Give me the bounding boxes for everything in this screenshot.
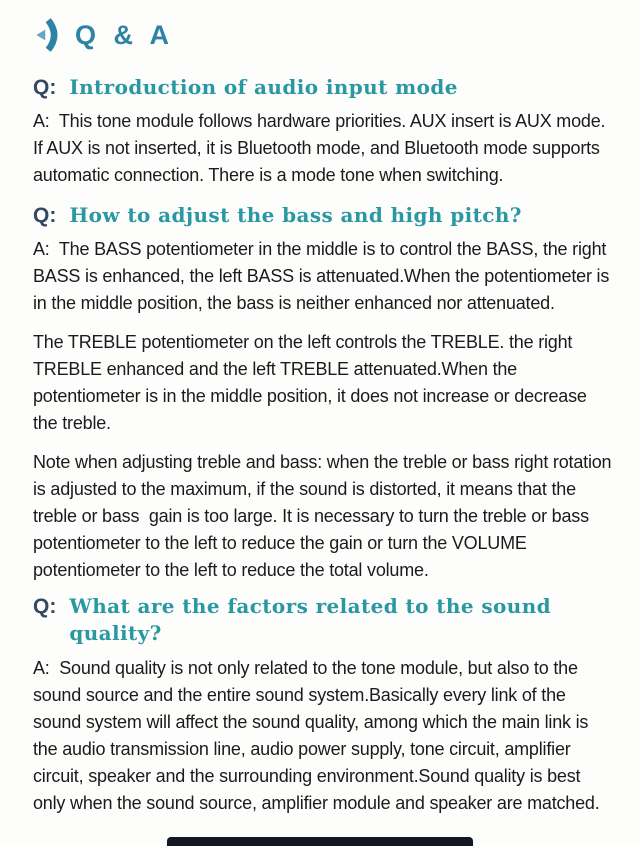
question-text: What are the factors related to the sound quality? — [69, 594, 552, 645]
question-prefix: Q: — [33, 595, 57, 618]
qa-block-bass-treble-adjust — [33, 202, 617, 584]
answer-paragraph: Note when adjusting treble and bass: when the treble or bass right rotation is adjusted to the maximum, if the sound is distorted, it means that the treble or bass gain is too large. It is necessary to turn the treble or bass potentiometer to the left to reduce the gain or turn the VOLUME potentiometer to the left to reduce the total volume. — [33, 452, 617, 580]
answer-paragraph: A: The BASS potentiometer in the middle is to control the BASS, the right BASS is enhanced, the left BASS is attenuated.When the potentiometer is in the middle position, the bass is neither enhanced nor attenuated. — [33, 239, 614, 313]
answer-paragraph: A: This tone module follows hardware priorities. AUX insert is AUX mode. If AUX is not inserted, it is Bluetooth mode, and Bluetooth mode supports automatic connection. There is a mode tone when switching. — [33, 111, 611, 185]
answer-paragraph: The TREBLE potentiometer on the left controls the TREBLE. the right TREBLE enhanced and the left TREBLE attenuated.When the potentiometer is in the middle position, it does not increase or decrease the treble. — [33, 332, 592, 433]
question-prefix: Q: — [33, 204, 57, 227]
question-heading — [33, 593, 614, 647]
bottom-section-edge — [167, 837, 473, 846]
qa-block-sound-quality-factors — [33, 593, 614, 817]
speaker-sound-icon — [33, 16, 67, 54]
answer-paragraph: A: Sound quality is not only related to the tone module, but also to the sound source and the entire sound system.Basically every link of the sound system will affect the sound quality, among which the main link is the audio transmission line, audio power supply, tone circuit, amplifier circuit, speaker and the surrounding environment.Sound quality is best only when the sound source, amplifier module and speaker are matched. — [33, 658, 600, 813]
qa-title: Q & A — [75, 19, 174, 50]
question-text: How to adjust the bass and high pitch? — [69, 203, 522, 227]
question-text: Introduction of audio input mode — [69, 75, 458, 99]
question-prefix: Q: — [33, 76, 57, 99]
qa-header — [33, 16, 614, 54]
qa-block-audio-input-mode — [33, 74, 614, 189]
question-heading — [33, 202, 614, 229]
question-heading — [33, 74, 614, 101]
